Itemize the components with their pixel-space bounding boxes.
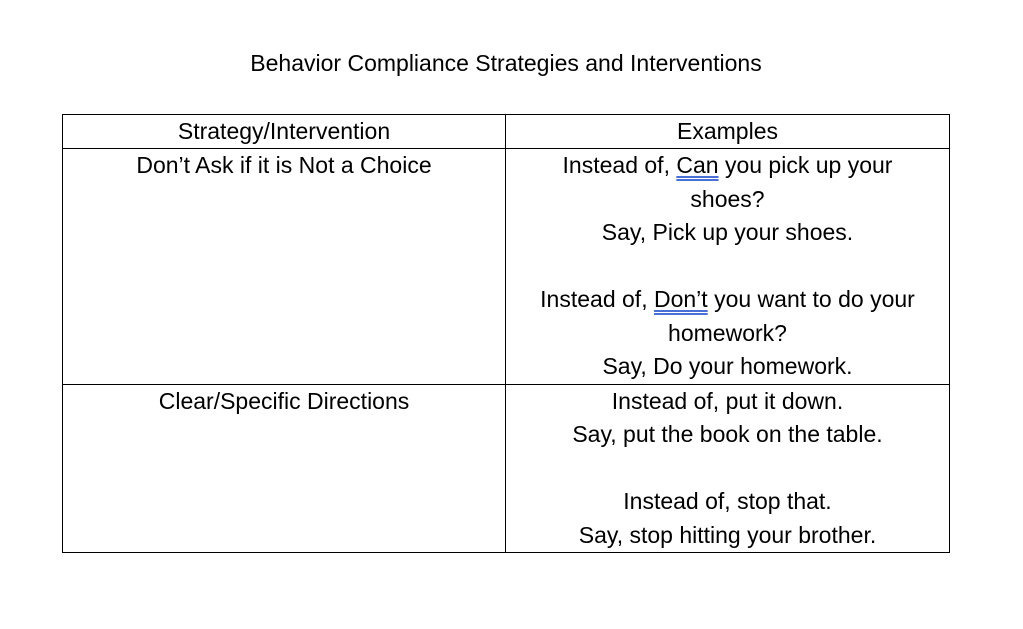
table-row [63, 149, 950, 385]
example-line: Say, Do your homework. [602, 353, 853, 379]
example-line: Instead of, put it down. [611, 387, 844, 414]
example-text: Instead of, [562, 152, 677, 178]
example-text: Instead of, [540, 286, 654, 312]
grammar-flagged-word: Can [676, 152, 719, 178]
example-line: shoes? [690, 185, 765, 212]
blank-line [512, 452, 943, 486]
grammar-flagged-word: Don’t [653, 286, 708, 312]
example-text: you want to do your [707, 286, 915, 312]
header-examples: Examples [506, 115, 950, 149]
table-header-row [63, 115, 950, 149]
table-row [63, 384, 950, 553]
example-line: Instead of, stop that. [623, 488, 832, 514]
examples-cell [506, 149, 950, 385]
example-line: Say, Pick up your shoes. [601, 219, 854, 245]
strategy-cell: Clear/Specific Directions [63, 384, 506, 553]
strategy-cell: Don’t Ask if it is Not a Choice [63, 149, 506, 385]
example-line [512, 283, 943, 317]
strategy-table [62, 114, 950, 553]
example-line: homework? [668, 319, 787, 346]
example-line [512, 149, 943, 183]
header-strategy: Strategy/Intervention [63, 115, 506, 149]
examples-cell [506, 384, 950, 553]
document-title: Behavior Compliance Strategies and Interventions [250, 50, 762, 76]
example-line: Say, put the book on the table. [572, 421, 883, 447]
example-text: you pick up your [718, 152, 893, 178]
example-line: Say, stop hitting your brother. [578, 521, 877, 548]
blank-line [512, 250, 943, 284]
